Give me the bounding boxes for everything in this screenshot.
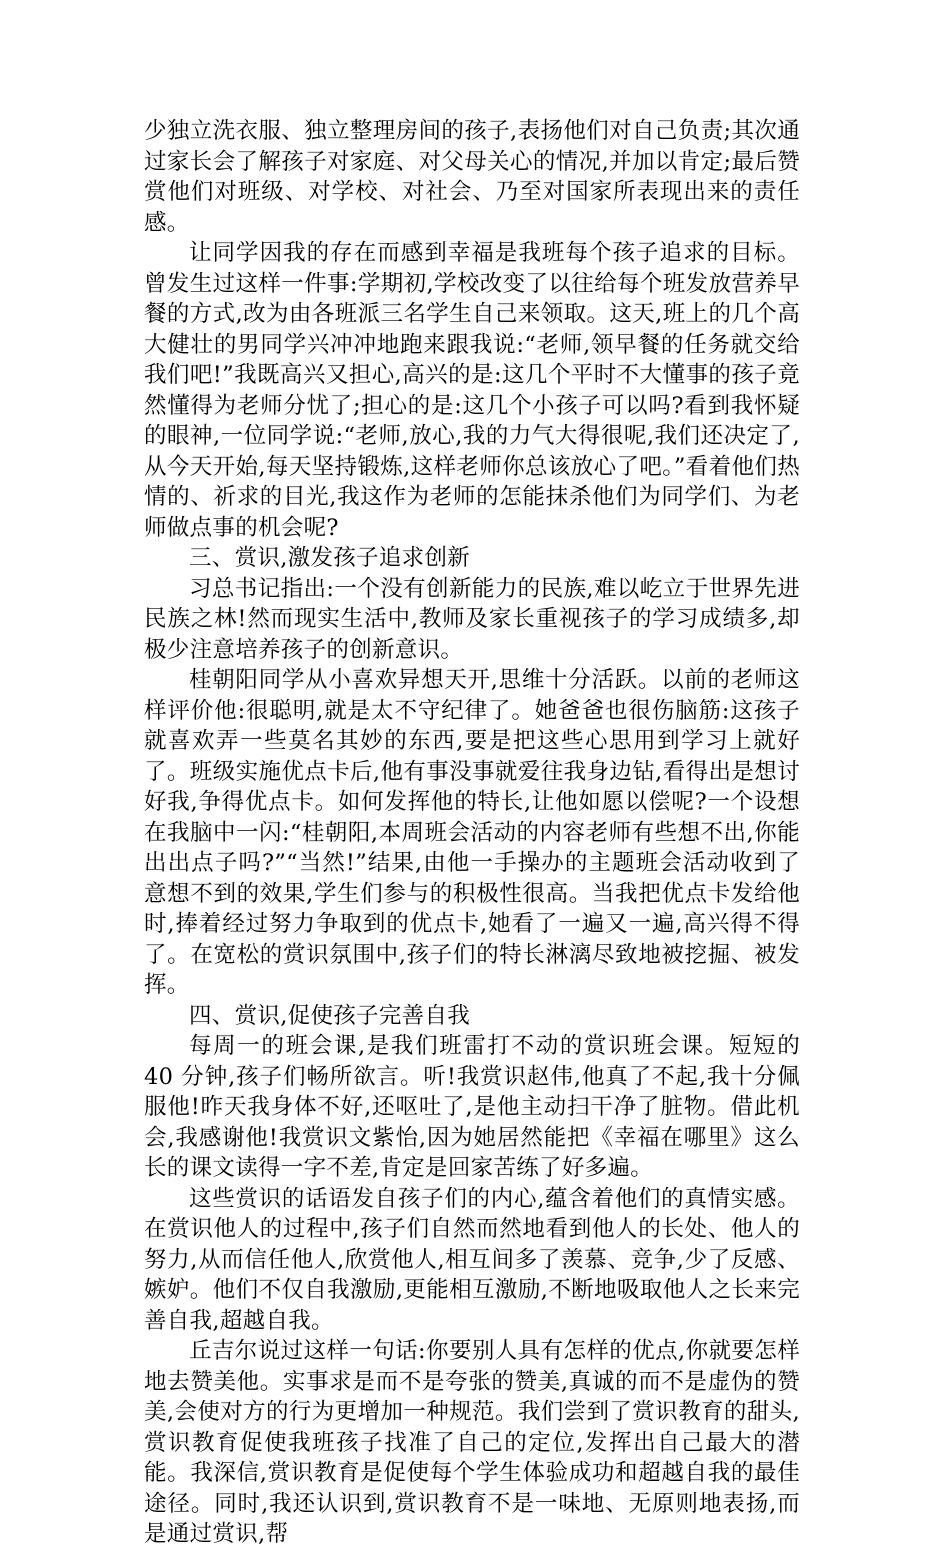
- paragraph-breakfast-story: 让同学因我的存在而感到幸福是我班每个孩子追求的目标。曾发生过这样一件事:学期初,学校改变了以往给每个班发放营养早餐的方式,改为由各班派三名学生自己来领取。这天,班上的几个高大健壮的男同学兴冲冲地跑来跟我说:“老师,领早餐的任务就交给我们吧!”我既高兴又担心,高兴的是:这几个平时不大懂事的孩子竟然懂得为老师分忧了;担心的是:这几个小孩子可以吗?看到我怀疑的眼神,一位同学说:“老师,放心,我的力气大得很呢,我们还决定了,从今天开始,每天坚持锻炼,这样老师你总该放心了吧。”看着他们热情的、祈求的目光,我这作为老师的怎能抹杀他们为同学们、为老师做点事的机会呢?: [144, 240, 800, 541]
- paragraph-innovation-intro: 习总书记指出:一个没有创新能力的民族,难以屹立于世界先进民族之林!然而现实生活中,教师及家长重视孩子的学习成绩多,却极少注意培养孩子的创新意识。: [144, 575, 800, 663]
- paragraph-class-meeting: 每周一的班会课,是我们班雷打不动的赏识班会课。短短的 40 分钟,孩子们畅所欲言。听!我赏识赵伟,他真了不起,我十分佩服他!昨天我身体不好,还呕吐了,是他主动扫干净了脏物。借此机会,我感谢他!我赏识文紫怡,因为她居然能把《幸福在哪里》这么长的课文读得一字不差,肯定是回家苦练了好多遍。: [144, 1033, 800, 1181]
- section-heading-self-improvement: 四、赏识,促使孩子完善自我: [189, 1002, 471, 1029]
- section-heading-innovation: 三、赏识,激发孩子追求创新: [189, 545, 471, 571]
- paragraph-churchill-quote: 丘吉尔说过这样一句话:你要别人具有怎样的优点,你就要怎样地去赞美他。实事求是而不是夸张的赞美,真诚的而不是虚伪的赞美,会使对方的行为更增加一种规范。我们尝到了赏识教育的甜头,赏识教育促使我班孩子找准了自己的定位,发挥出自己最大的潜能。我深信,赏识教育是促使每个学生体验成功和超越自我的最佳途径。同时,我还认识到,赏识教育不是一味地、无原则地表扬,而是通过赏识,帮: [144, 1338, 800, 1547]
- document-body: [144, 116, 800, 1550]
- paragraph-gui-zhaoyang: 桂朝阳同学从小喜欢异想天开,思维十分活跃。以前的老师这样评价他:很聪明,就是太不守纪律了。她爸爸也很伤脑筋:这孩子就喜欢弄一些莫名其妙的东西,要是把这些心思用到学习上就好了。班级实施优点卡后,他有事没事就爱往我身边钻,看得出是想讨好我,争得优点卡。如何发挥他的特长,让他如愿以偿呢?一个设想在我脑中一闪:“桂朝阳,本周班会活动的内容老师有些想不出,你能出出点子吗?”“当然!”结果,由他一手操办的主题班会活动收到了意想不到的效果,学生们参与的积极性很高。当我把优点卡发给他时,捧着经过努力争取到的优点卡,她看了一遍又一遍,高兴得不得了。在宽松的赏识氛围中,孩子们的特长淋漓尽致地被挖掘、被发挥。: [144, 667, 800, 998]
- paragraph-responsibility-continued: 少独立洗衣服、独立整理房间的孩子,表扬他们对自己负责;其次通过家长会了解孩子对家庭、对父母关心的情况,并加以肯定;最后赞赏他们对班级、对学校、对社会、乃至对国家所表现出来的责任感。: [144, 118, 800, 236]
- paragraph-appreciation-words: 这些赏识的话语发自孩子们的内心,蕴含着他们的真情实感。在赏识他人的过程中,孩子们自然而然地看到他人的长处、他人的努力,从而信任他人,欣赏他人,相互间多了羡慕、竞争,少了反感、嫉妒。他们不仅自我激励,更能相互激励,不断地吸取他人之长来完善自我,超越自我。: [144, 1185, 800, 1334]
